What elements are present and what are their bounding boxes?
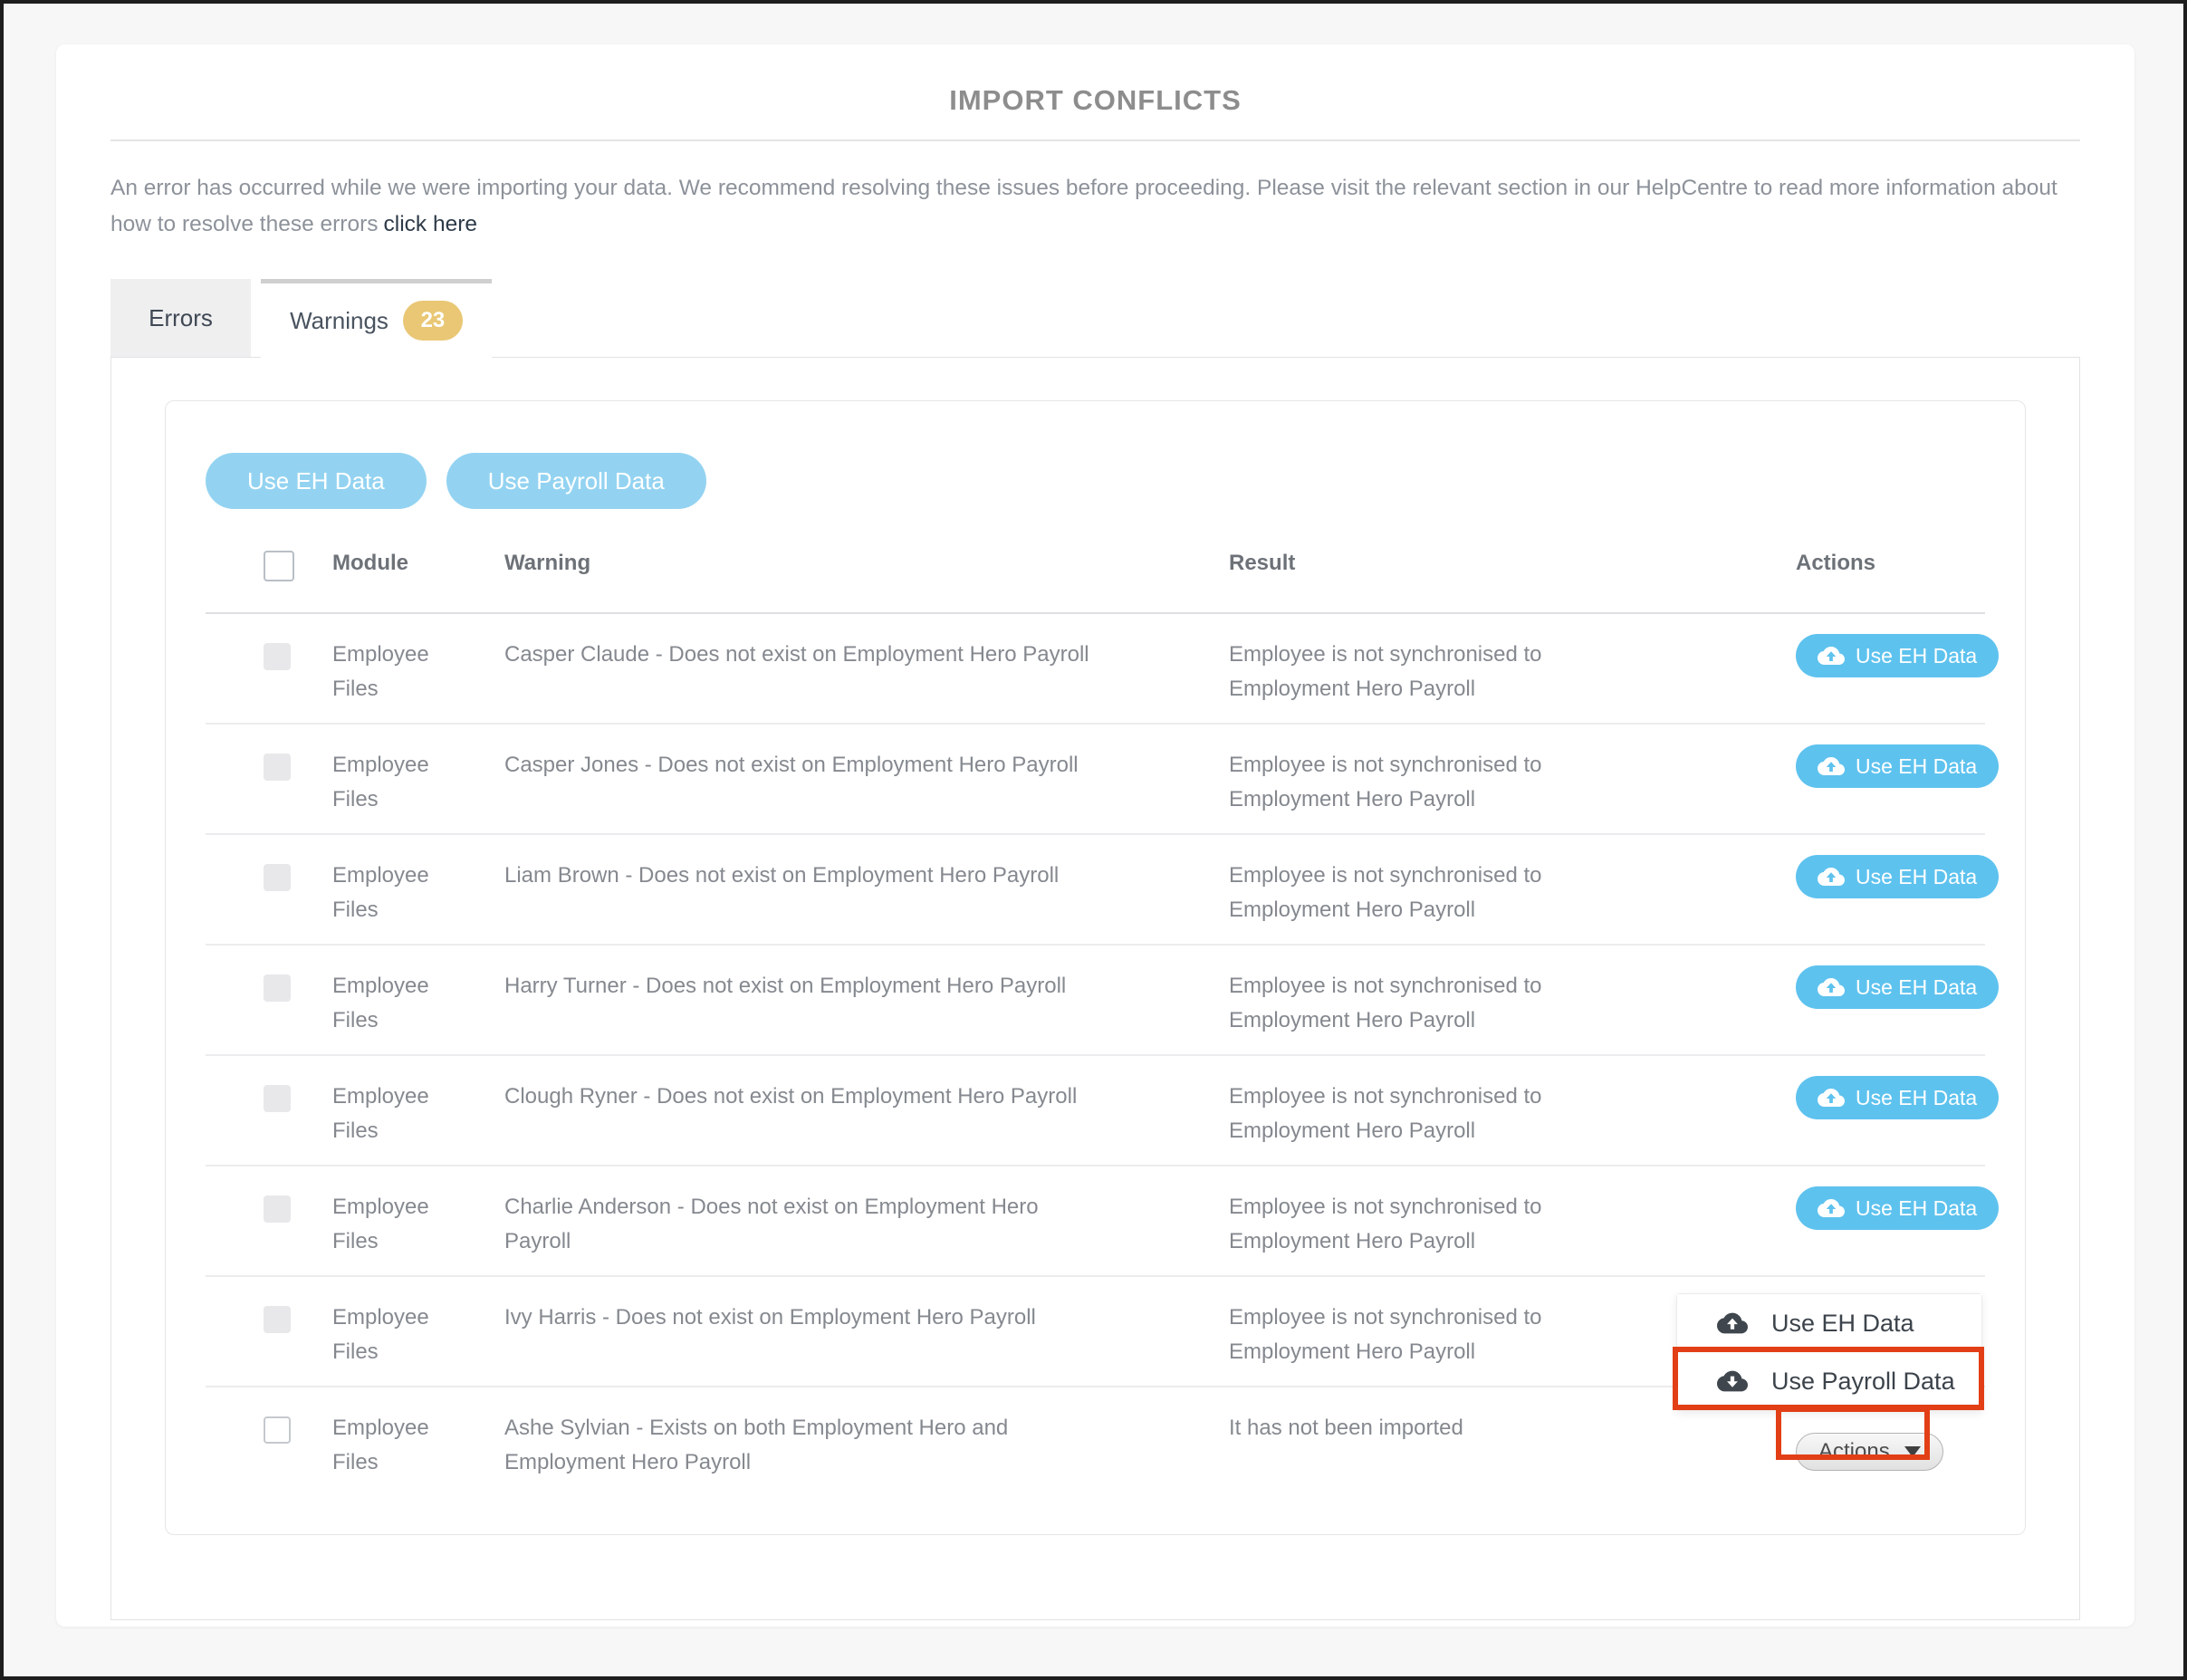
row-checkbox[interactable] [264, 1416, 291, 1444]
bulk-use-eh-data-button[interactable]: Use EH Data [206, 453, 427, 509]
row-checkbox[interactable] [264, 1306, 291, 1333]
warnings-count-badge: 23 [403, 301, 463, 341]
menu-item-label: Use EH Data [1771, 1309, 1914, 1337]
row-use-eh-data-label: Use EH Data [1856, 754, 1978, 778]
row-checkbox[interactable] [264, 754, 291, 781]
table-row [206, 835, 1985, 946]
row-use-eh-data-label: Use EH Data [1856, 864, 1978, 888]
row-checkbox[interactable] [264, 864, 291, 891]
row-use-eh-data-label: Use EH Data [1856, 974, 1978, 999]
tab-warnings-label: Warnings [290, 306, 388, 334]
row-use-eh-data-button[interactable] [1796, 1076, 1999, 1119]
result-cell: Employee is not synchronised to Employment Hero Payroll [1229, 642, 1542, 701]
tab-errors-label: Errors [149, 303, 213, 331]
row-checkbox[interactable] [264, 643, 291, 670]
actions-cell [1736, 1411, 1985, 1471]
warning-cell: Ashe Sylvian - Exists on both Employment Hero and Employment Hero Payroll [504, 1416, 1009, 1474]
header-result: Result [1229, 551, 1296, 575]
table-row [206, 1056, 1985, 1166]
result-cell: Employee is not synchronised to Employment Hero Payroll [1229, 753, 1542, 811]
actions-cell [1736, 748, 1999, 791]
intro-message: An error has occurred while we were importing your data. We recommend resolving these issues before proceeding. Please visit the relevant section in our HelpCentre to read more information about how to resolve these errors [110, 176, 2058, 236]
menu-item-use-eh-data[interactable] [1677, 1294, 1981, 1352]
actions-cell [1736, 638, 1999, 680]
row-checkbox[interactable] [264, 1085, 291, 1112]
row-use-eh-data-button[interactable] [1796, 855, 1999, 898]
actions-cell [1736, 969, 1999, 1012]
result-cell: Employee is not synchronised to Employment Hero Payroll [1229, 1305, 1542, 1364]
table-row [206, 725, 1985, 835]
click-here-link[interactable]: click here [383, 212, 477, 236]
row-checkbox[interactable] [264, 974, 291, 1002]
cloud-upload-icon [1818, 1084, 1845, 1111]
row-checkbox[interactable] [264, 1195, 291, 1223]
module-cell: Employee Files [332, 753, 429, 811]
actions-button-label: Actions [1818, 1439, 1890, 1464]
module-cell: Employee Files [332, 1416, 429, 1474]
result-cell: Employee is not synchronised to Employment Hero Payroll [1229, 863, 1542, 922]
bulk-action-buttons [206, 453, 1985, 509]
actions-cell [1736, 1190, 1999, 1233]
chevron-down-icon [1904, 1446, 1921, 1457]
page-title: IMPORT CONFLICTS [949, 84, 1242, 116]
warning-cell: Casper Claude - Does not exist on Employment Hero Payroll [504, 642, 1089, 667]
module-cell: Employee Files [332, 863, 429, 922]
result-cell: Employee is not synchronised to Employment Hero Payroll [1229, 1195, 1542, 1253]
tab-errors[interactable] [110, 279, 251, 357]
result-cell: Employee is not synchronised to Employment Hero Payroll [1229, 974, 1542, 1032]
row-use-eh-data-button[interactable] [1796, 634, 1999, 677]
result-cell: It has not been imported [1229, 1416, 1463, 1440]
table-row [206, 946, 1985, 1056]
header-warning: Warning [504, 551, 591, 575]
row-use-eh-data-label: Use EH Data [1856, 1085, 1978, 1109]
row-use-eh-data-label: Use EH Data [1856, 643, 1978, 667]
module-cell: Employee Files [332, 974, 429, 1032]
module-cell: Employee Files [332, 642, 429, 701]
intro-text [110, 170, 2080, 243]
module-cell: Employee Files [332, 1305, 429, 1364]
warning-cell: Clough Ryner - Does not exist on Employment Hero Payroll [504, 1084, 1078, 1109]
tab-bar [110, 279, 2080, 357]
tab-warnings[interactable] [261, 279, 492, 358]
cloud-upload-icon [1818, 642, 1845, 669]
actions-cell [1736, 859, 1999, 901]
warning-cell: Liam Brown - Does not exist on Employment Hero Payroll [504, 863, 1060, 888]
actions-cell [1736, 1080, 1999, 1122]
row-use-eh-data-label: Use EH Data [1856, 1195, 1978, 1220]
menu-item-label: Use Payroll Data [1771, 1367, 1955, 1395]
table-row [206, 614, 1985, 725]
row-use-eh-data-button[interactable] [1796, 965, 1999, 1009]
table-row [206, 1166, 1985, 1277]
cloud-upload-icon [1818, 974, 1845, 1001]
module-cell: Employee Files [332, 1084, 429, 1143]
cloud-download-icon [1717, 1366, 1748, 1397]
table-header-row [206, 542, 1985, 614]
title-divider [110, 139, 2080, 141]
bulk-use-payroll-data-button[interactable]: Use Payroll Data [446, 453, 706, 509]
warning-cell: Charlie Anderson - Does not exist on Employment Hero Payroll [504, 1195, 1039, 1253]
warning-cell: Casper Jones - Does not exist on Employment Hero Payroll [504, 753, 1079, 777]
result-cell: Employee is not synchronised to Employment Hero Payroll [1229, 1084, 1542, 1143]
row-use-eh-data-button[interactable] [1796, 1186, 1999, 1230]
select-all-checkbox[interactable] [264, 551, 294, 581]
warning-cell: Harry Turner - Does not exist on Employment Hero Payroll [504, 974, 1067, 998]
row-use-eh-data-button[interactable] [1796, 744, 1999, 788]
module-cell: Employee Files [332, 1195, 429, 1253]
cloud-upload-icon [1818, 753, 1845, 780]
cloud-upload-icon [1717, 1308, 1748, 1339]
header-module: Module [332, 551, 408, 575]
header-actions: Actions [1796, 551, 1876, 575]
cloud-upload-icon [1818, 1195, 1845, 1222]
cloud-upload-icon [1818, 863, 1845, 890]
tab-content-panel [110, 357, 2080, 1620]
warning-cell: Ivy Harris - Does not exist on Employment Hero Payroll [504, 1305, 1036, 1330]
menu-item-use-payroll-data[interactable] [1677, 1352, 1981, 1410]
actions-dropdown-button[interactable] [1796, 1433, 1943, 1471]
actions-dropdown-menu [1676, 1293, 1982, 1411]
